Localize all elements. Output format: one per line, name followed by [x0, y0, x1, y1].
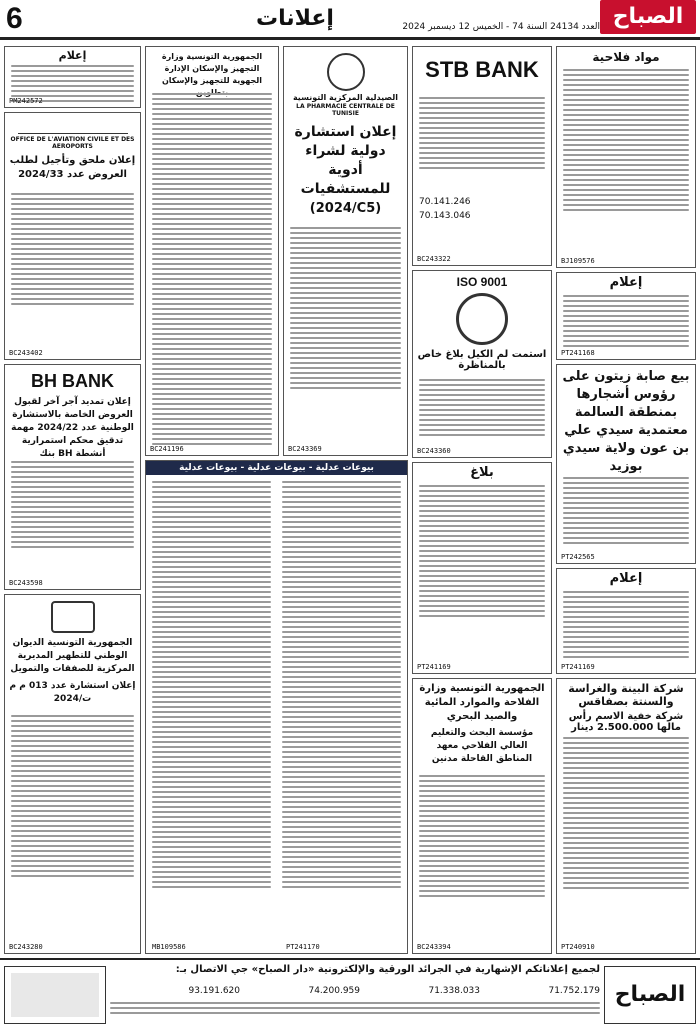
- ad-bh-bank: [4, 364, 141, 590]
- ad-title: إعلان تمديد آجر آخر لقبول العروض الخاصة بالاستشارة الوطنية عدد 2024/22 مهمة تدقيق محكم استمرارية أنشطة BH بنك: [11, 397, 134, 459]
- section-title: إعلانات: [256, 6, 334, 31]
- ad-bitlgh: [412, 462, 552, 674]
- ad-code: PT241169: [561, 663, 595, 671]
- pharmacie-logo-icon: [327, 53, 365, 91]
- ad-title: استمت لم الكيل بلاغ خاص بالمناظرة: [417, 349, 547, 371]
- ad-title: مواد فلاحية: [592, 50, 660, 64]
- ad-pharmacie-centrale: [283, 46, 408, 456]
- ad-code: PT241170: [286, 943, 320, 951]
- ad-code: BC243360: [417, 447, 451, 455]
- ad-title: بيع صابة زيتون على رؤوس أشجارها بمنطقة السالمة معتمدية سيدي علي بن عون ولاية سيدي بوزيد: [562, 369, 690, 474]
- ad-classifieds: [556, 46, 696, 268]
- stb-tel: 70.141.246: [419, 197, 471, 207]
- stb-logo: STB BANK: [425, 57, 539, 82]
- ad-title: إعلان ملحق وتأجيل لطلب العروض عدد 2024/33: [9, 155, 136, 180]
- ad-code: BC243402: [9, 349, 43, 357]
- ad-stb-bank: [412, 46, 552, 266]
- ad-reference: (2024/C5): [309, 201, 382, 216]
- ad-ilm-2: [556, 568, 696, 674]
- ad-agriculture-ministry: [412, 678, 552, 954]
- ad-code: BC243369: [288, 445, 322, 453]
- ad-code: BC243322: [417, 255, 451, 263]
- ad-code: BJ109576: [561, 257, 595, 265]
- ad-sahel-company: [556, 678, 696, 954]
- ad-title: إعلام: [609, 275, 643, 290]
- judicial-sales: [145, 460, 408, 954]
- footer-contacts: [110, 982, 600, 1022]
- bh-logo: BH BANK: [31, 371, 114, 391]
- ad-code: PT241169: [417, 663, 451, 671]
- page-footer: [0, 958, 700, 1027]
- aviation-logo-icon: [18, 119, 128, 134]
- ad-code: PT241168: [561, 349, 595, 357]
- contact-phone: 74.200.959: [308, 986, 360, 996]
- ad-title: إعلام: [58, 49, 87, 62]
- page-number: 6: [6, 2, 23, 35]
- ad-code: BC243394: [417, 943, 451, 951]
- ad-code: BC241196: [150, 445, 184, 453]
- ad-code: BC243598: [9, 579, 43, 587]
- ad-title: الجمهورية التونسية الديوان الوطني للتطهير المديرية المركزية للصفقات والتمويل: [10, 638, 135, 674]
- ad-title: إعلام: [609, 571, 643, 586]
- contact-phone: 71.752.179: [548, 986, 600, 996]
- stb-fax: 70.143.046: [419, 211, 471, 221]
- issue-date: العدد 24134 السنة 74 - الخميس 12 ديسمبر 2024: [402, 22, 600, 32]
- org-name: OFFICE DE L'AVIATION CIVILE ET DES AEROPORTS: [10, 136, 135, 150]
- iso-label: ISO 9001: [456, 275, 508, 289]
- footer-tagline: لجميع إعلاناتكم الإشهارية في الجرائد الورقية والإلكترونية «دار الصباح» جي الاتصال بـ:: [175, 964, 600, 975]
- ad-subtitle: مؤسسة البحث والتعليم العالي الفلاحي معهد المناطق القاحلة مدنين: [430, 728, 534, 764]
- ad-code: MB109586: [152, 943, 186, 951]
- ad-olive-sale: [556, 364, 696, 564]
- org-name-fr: LA PHARMACIE CENTRALE DE TUNISIE: [296, 103, 395, 117]
- ad-civil-aviation: [4, 112, 141, 360]
- contact-phone: 71.338.033: [428, 986, 480, 996]
- ad-iso: [412, 270, 552, 458]
- page-header: [0, 0, 700, 40]
- ad-ilm-1: [556, 272, 696, 360]
- ad-subtitle: إعلان استشارة عدد 013 م م ت/2024: [9, 681, 136, 704]
- ad-title: بلاغ: [470, 465, 494, 480]
- ad-title: إعلان استشارة دولية لشراء أدوية للمستشفيات: [294, 124, 397, 197]
- org-name: الصيدلية المركزية التونسية: [292, 93, 399, 102]
- ad-subtitle: شركة خفية الاسم رأس مالها 2.500.000 دينار: [568, 711, 684, 733]
- ad-title: شركة البينة والغراسة والسنتة بصفاقس: [568, 682, 684, 708]
- ad-code: PT242565: [561, 553, 595, 561]
- ad-ilm-fr: [4, 46, 141, 108]
- iso-seal-icon: [456, 293, 508, 345]
- ad-code: PM242572: [9, 97, 43, 105]
- ad-title: الجمهورية التونسية وزارة التجهيز والإسكان الإدارة الجهوية للتجهيز والإسكان: [161, 52, 263, 85]
- onas-logo-icon: [51, 601, 95, 633]
- newspaper-mark-icon: [11, 973, 99, 1017]
- newspaper-logo: الصباح: [600, 0, 696, 34]
- ad-code: BC243280: [9, 943, 43, 951]
- ad-title: الجمهورية التونسية وزارة الفلاحة والموارد المائية والصيد البحري: [419, 683, 545, 722]
- footer-logo: الصباح: [604, 966, 696, 1024]
- ad-code: PT240910: [561, 943, 595, 951]
- contact-phone: 93.191.620: [188, 986, 240, 996]
- ad-onas: [4, 594, 141, 954]
- footer-badge: [4, 966, 106, 1024]
- judicial-sales-header: بيوعات عدلية - بيوعات عدلية - بيوعات عدلية: [146, 461, 407, 475]
- ad-equipment-ministry: [145, 46, 279, 456]
